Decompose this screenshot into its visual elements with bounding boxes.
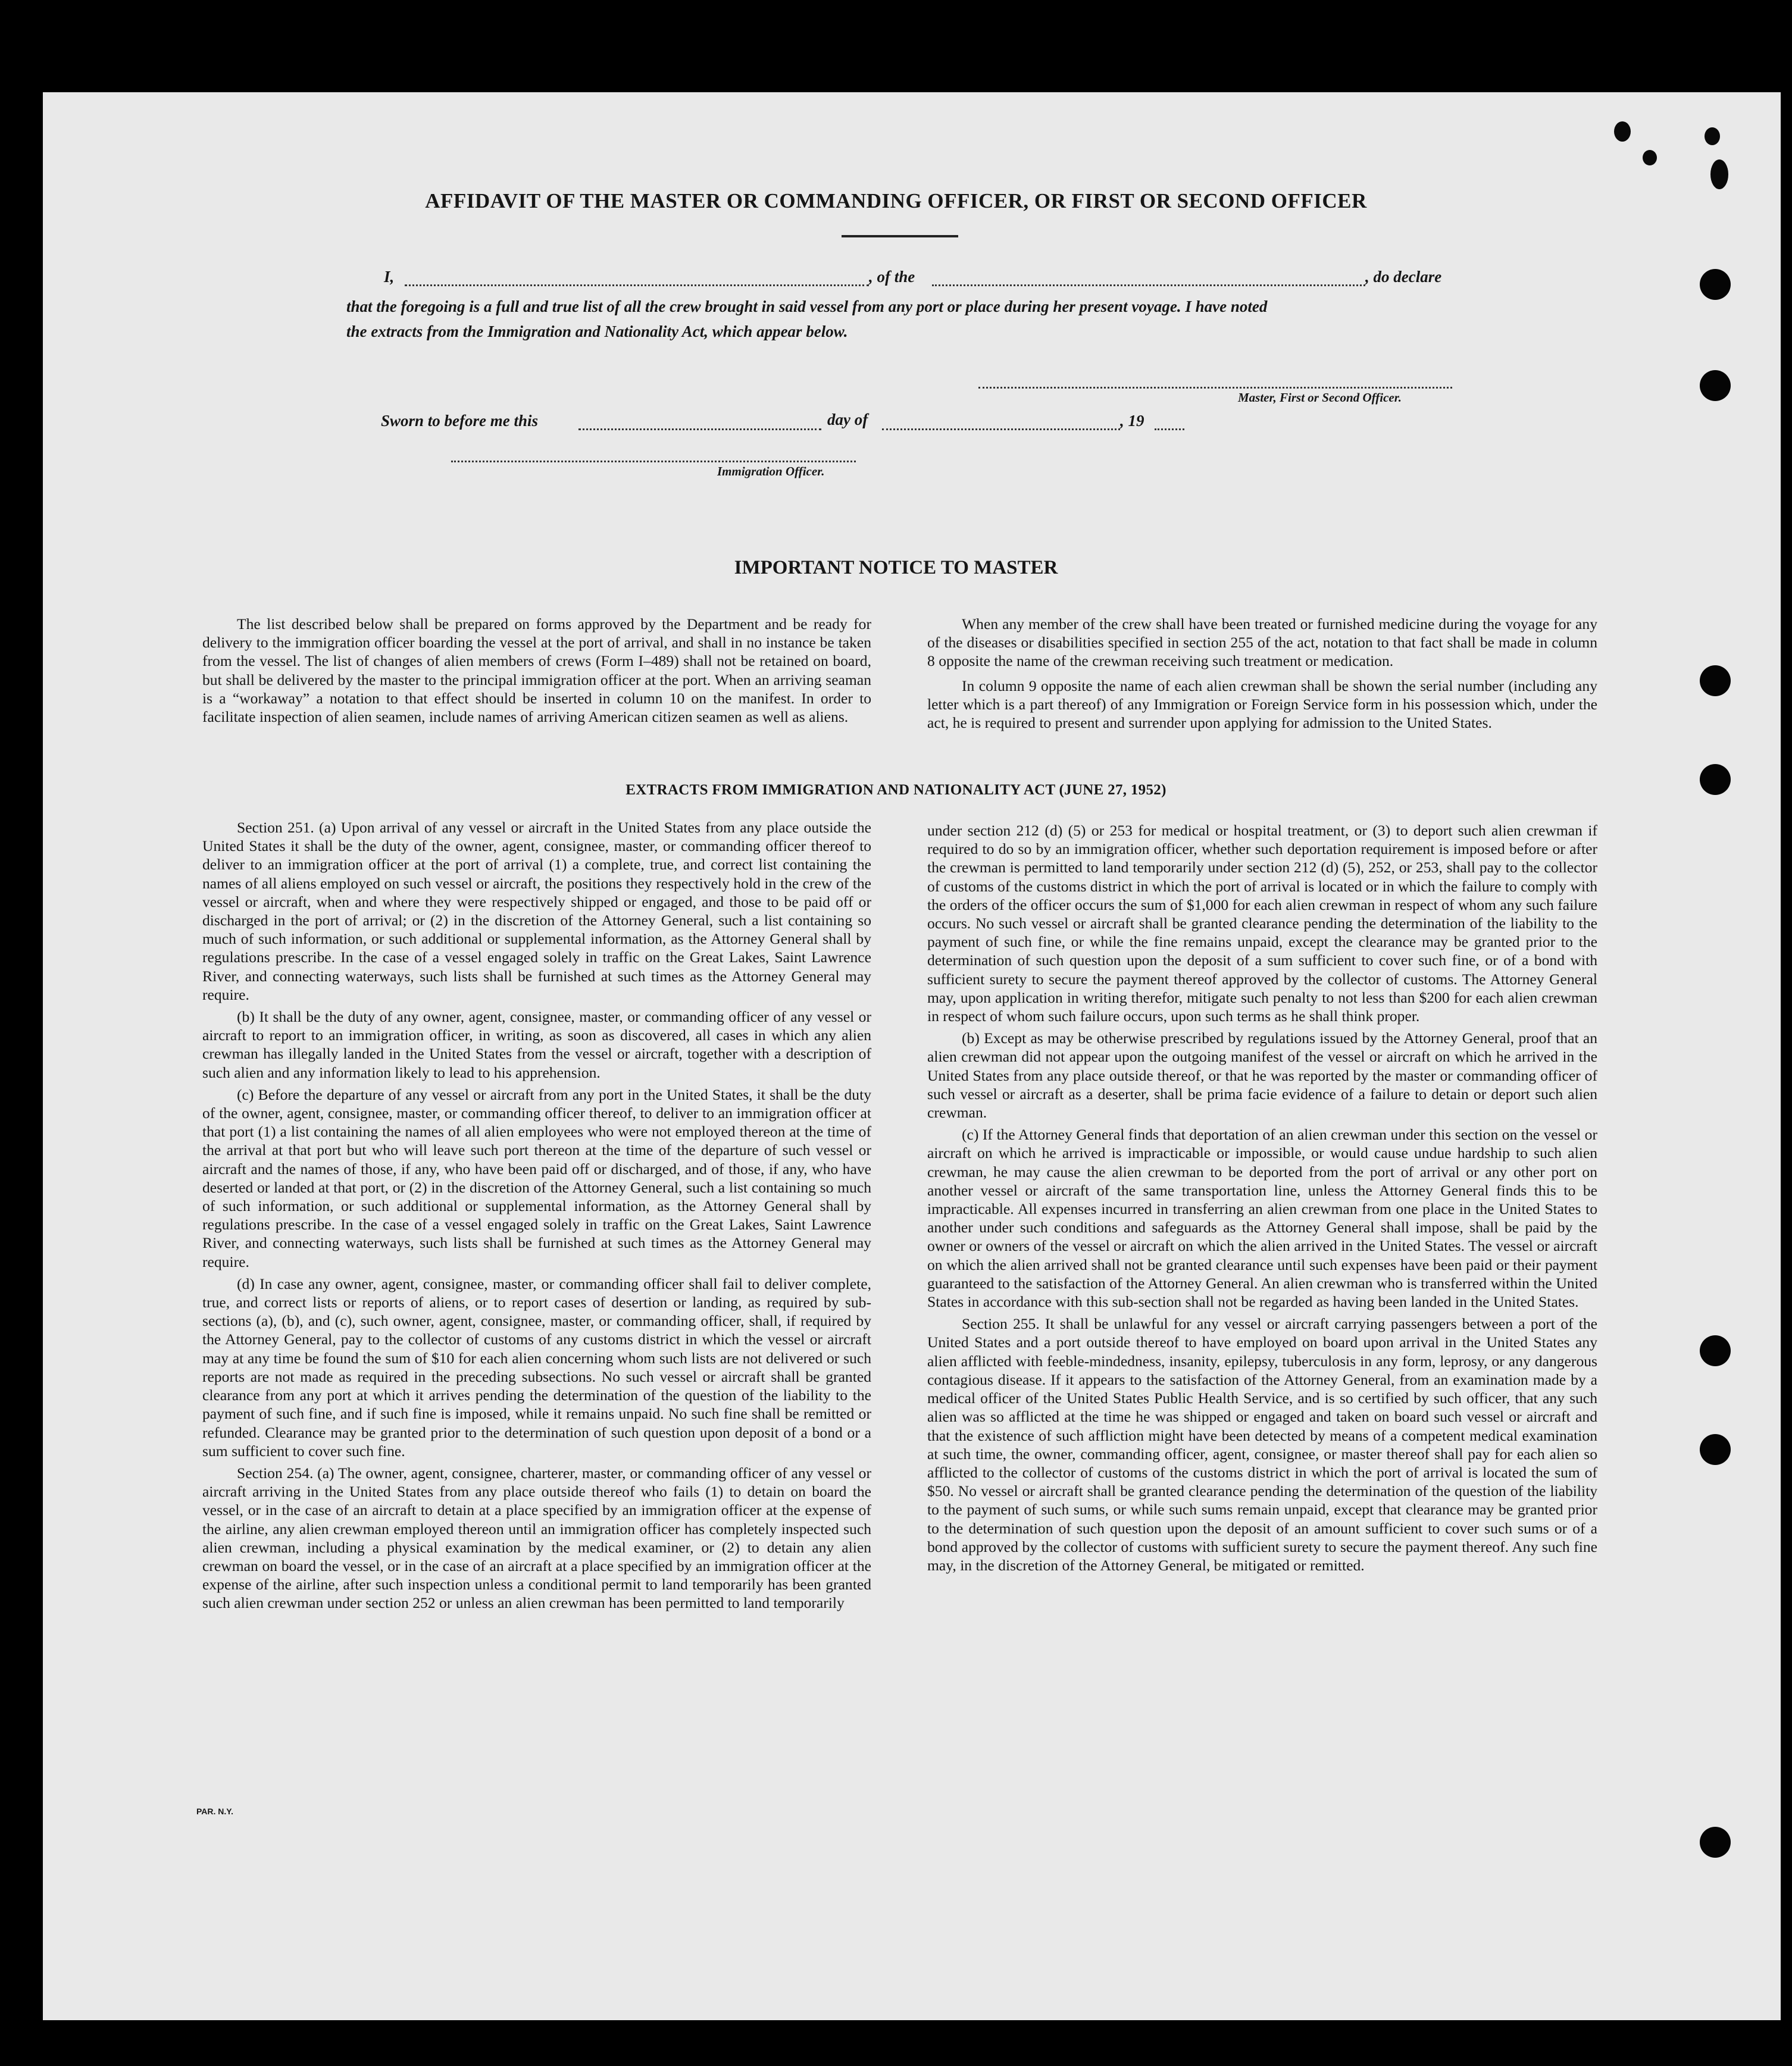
- punch-hole: [1700, 665, 1731, 696]
- section-251b: (b) It shall be the duty of any owner, agent, consignee, master, or commanding officer of any vessel or aircraft to report to an immigration officer, in writing, as soon as discovered, all cases in which any alien crewman has illegally landed in the United States from the vessel or aircraft, together with a description of such alien and any information likely to lead to his apprehension.: [202, 1008, 871, 1081]
- section-255: Section 255. It shall be unlawful for any vessel or aircraft carrying passengers between a port of the United States and a port outside thereof to have employed on board upon arrival in the United States any alien afflicted with feeble-mindedness, insanity, epilepsy, tuberculosis in any form, leprosy, or any dangerous contagious disease. If it appears to the satisfaction of the Attorney General, from an examination made by a medical officer of the United States Public Health Service, and is so certified by such officer, that any such alien was so afflicted at the time he was shipped or engaged and taken on board such vessel or aircraft and that the existence of such affliction might have been detected by means of a competent medical examination at such time, the owner, commanding officer, agent, consignee, or master thereof shall pay for each alien so afflicted to the collector of customs of the customs district in which the port of arrival is located the sum of $50. No vessel or aircraft shall be granted clearance pending the determination of the question of the liability to the payment of such sums, or while such sums remain unpaid, except that clearance may be granted prior to the determination of such question upon the deposit of an amount sufficient to cover such sums or of a bond approved by the collector of customs with sufficient surety to secure the payment thereof. Any such fine may, in the discretion of the Attorney General, be mitigated or remitted.: [927, 1315, 1597, 1574]
- notice-right-column: [927, 615, 1597, 735]
- affidavit-of-the: , of the: [869, 268, 915, 286]
- section-254b: (b) Except as may be otherwise prescribed by regulations issued by the Attorney General, proof that an alien crewman did not appear upon the outgoing manifest of the vessel or aircraft on which he arrived in the United States from any place outside thereof, or that he was reported by the master or commanding officer of such vessel or aircraft as a deserter, shall be prima facie evidence of a failure to detain or deport such alien crewman.: [927, 1029, 1597, 1122]
- master-signature-line[interactable]: [978, 387, 1452, 389]
- section-254a: Section 254. (a) The owner, agent, consignee, charterer, master, or commanding officer of any vessel or aircraft arriving in the United States from any place outside thereof who fails (1) to detain on board the vessel, or in the case of an aircraft to detain at a place specified by an immigration officer at the expense of the airline, any alien crewman employed thereon until an immigration officer has completely inspected such alien crewman, including a physical examination by the medical examiner, or (2) to detain any alien crewman on board the vessel, or in the case of an aircraft at a place specified by an immigration officer at the expense of the airline, after such inspection unless a conditional permit to land temporarily has been granted such alien crewman under section 252 or unless an alien crewman has been permitted to land temporarily: [202, 1464, 871, 1612]
- title-rule: [842, 235, 958, 237]
- extracts-title: EXTRACTS FROM IMMIGRATION AND NATIONALITY ACT (JUNE 27, 1952): [626, 782, 1166, 798]
- officer-caption: Immigration Officer.: [717, 464, 825, 478]
- punch-hole: [1700, 370, 1731, 401]
- punch-hole: [1700, 1827, 1731, 1858]
- day-of-label: day of: [827, 411, 868, 428]
- vessel-field[interactable]: [932, 284, 1365, 286]
- affidavit-line3: the extracts from the Immigration and Nationality Act, which appear below.: [346, 323, 848, 340]
- affidavit-line2: that the foregoing is a full and true list of all the crew brought in said vessel from any port or place during her present voyage. I have noted: [346, 298, 1268, 315]
- section-254a-cont: under section 212 (d) (5) or 253 for medical or hospital treatment, or (3) to deport such alien crewman if required to do so by an immigration officer, whether such deportation requirement is imposed before or after the crewman is permitted to land temporarily under section 212 (d) (5), 252, or 253, shall pay to the collector of customs of the customs district in which the port of arrival is located or in which the failure to comply with the orders of the officer occurs the sum of $1,000 for each alien crewman in respect of whom any such failure occurs. No such vessel or aircraft shall be granted clearance pending the determination of the liability to the payment of such fine, or while the fine remains unpaid, except the clearance may be granted prior to the determination of such question upon the deposit of a sum sufficient to cover such fine, or of a bond with sufficient surety to secure the payment thereof approved by the collector of customs. The Attorney General may, upon application in writing therefor, mitigate such penalty to not less than $200 for each alien crewman in respect of whom such failure occurs, upon such terms as he shall think proper.: [927, 822, 1597, 1025]
- section-254c: (c) If the Attorney General finds that deportation of an alien crewman under this section on the vessel or aircraft on which he arrived is impracticable or impossible, or would cause undue hardship to such alien crewman, he may cause the alien crewman to be deported from the port of arrival or any other port on another vessel or aircraft of the same transportation line, unless the Attorney General finds this to be impracticable. All expenses incurred in transferring an alien crewman from one place in the United States to another under such conditions and safeguards as the Attorney General shall impose, shall be paid by the owner or owners of the vessel or aircraft on which the alien arrived in the United States. The vessel or aircraft on which the alien arrived shall not be granted clearance until such expenses have been paid or their payment guaranteed to the satisfaction of the Attorney General. An alien crewman who is transferred within the United States in accordance with this sub-section shall not be regarded as having been landed in the United States.: [927, 1126, 1597, 1311]
- affidavit-declare: , do declare: [1365, 268, 1442, 286]
- extracts-left-column: [202, 818, 871, 1616]
- speck: [1614, 121, 1631, 142]
- printer-mark: PAR. N.Y.: [196, 1807, 233, 1816]
- month-field[interactable]: [882, 428, 1120, 430]
- punch-hole: [1700, 1434, 1731, 1465]
- speck: [1643, 150, 1657, 165]
- punch-hole: [1700, 1335, 1731, 1366]
- notice-left-paragraph: The list described below shall be prepared on forms approved by the Department and be ready for delivery to the immigration officer boarding the vessel at the port of arrival, and shall in no instance be taken from the vessel. The list of changes of alien members of crews (Form I–489) shall not be retained on board, but shall be delivered by the master to the principal immigration officer at the port. When an arriving seaman is a “workaway” a notation to that effect should be inserted in column 10 on the manifest. In order to facilitate inspection of alien seamen, include names of arriving American citizen seamen as well as aliens.: [202, 615, 871, 726]
- extracts-right-column: [927, 821, 1597, 1578]
- name-field[interactable]: [405, 284, 869, 286]
- affidavit-i: I,: [384, 268, 395, 286]
- notice-left-column: [202, 615, 871, 730]
- section-251a: Section 251. (a) Upon arrival of any vessel or aircraft in the United States from any place outside the United States it shall be the duty of the owner, agent, consignee, master, or commanding officer thereof to deliver to an immigration officer at the port of arrival (1) a complete, true, and correct list containing the names of all aliens employed on such vessel or aircraft, the positions they respectively hold in the crew of the vessel or aircraft, when and where they were respectively shipped or engaged, and those to be paid off or discharged in the port of arrival; or (2) in the discretion of the Attorney General, such a list containing so much of such information, or such additional or supplemental information, as the Attorney General shall by regulations prescribe. In the case of a vessel engaged solely in traffic on the Great Lakes, Saint Lawrence River, and connecting waterways, such lists shall be furnished at such times as the Attorney General may require.: [202, 819, 871, 1003]
- notice-right-paragraph-2: In column 9 opposite the name of each alien crewman shall be shown the serial number (including any letter which is a part thereof) of any Immigration or Foreign Service form in his possession which, under the act, he is required to present and surrender upon applying for admission to the United States.: [927, 677, 1597, 732]
- year-field[interactable]: [1155, 428, 1184, 430]
- sworn-day-field[interactable]: [578, 428, 821, 430]
- speck: [1705, 127, 1720, 145]
- year-label: , 19: [1120, 412, 1144, 430]
- sworn-label: Sworn to before me this: [381, 412, 539, 430]
- section-251d: (d) In case any owner, agent, consignee, master, or commanding officer shall fail to deliver complete, true, and correct lists or reports of aliens, or to report cases of desertion or landing, as required by sub-sections (a), (b), and (c), such owner, agent, consignee, master, or commanding officer, shall, if required by the Attorney General, pay to the collector of customs of any customs district in which the vessel or aircraft may at any time be found the sum of $10 for each alien concerning whom such lists are not delivered or such reports are not made as required in the preceding subsections. No such vessel or aircraft shall be granted clearance from any port at which it arrives pending the determination of the question of the liability to the payment of such fine, and if such fine is imposed, while it remains unpaid. No such fine shall be remitted or refunded. Clearance may be granted prior to the determination of such question upon deposit of a bond or a sum sufficient to cover such fine.: [202, 1275, 871, 1460]
- speck: [1710, 159, 1728, 189]
- notice-title: IMPORTANT NOTICE TO MASTER: [734, 557, 1058, 578]
- section-251c: (c) Before the departure of any vessel or aircraft from any port in the United States, it shall be the duty of the owner, agent, consignee, master, or commanding officer thereof, to deliver to an immigration officer at that port (1) a list containing the names of all alien employees who were not employed thereon at the time of the arrival at that port but who will leave such port thereon at the time of the departure of such vessel or aircraft and the names of those, if any, who have been paid off or discharged, and of those, if any, who have deserted or landed at that port, or (2) in the discretion of the Attorney General, such a list containing so much of such information, or such additional or supplemental information, as the Attorney General shall by regulations prescribe. In the case of a vessel engaged solely in traffic on the Great Lakes, Saint Lawrence River, and connecting waterways, such lists shall be furnished at such times as the Attorney General may require.: [202, 1085, 871, 1270]
- master-caption: Master, First or Second Officer.: [1238, 390, 1402, 405]
- affidavit-title: AFFIDAVIT OF THE MASTER OR COMMANDING OFFICER, OR FIRST OR SECOND OFFICER: [425, 189, 1367, 212]
- punch-hole: [1700, 269, 1731, 300]
- officer-signature-line[interactable]: [451, 461, 856, 462]
- notice-right-paragraph-1: When any member of the crew shall have been treated or furnished medicine during the voyage for any of the diseases or disabilities specified in section 255 of the act, notation to that fact shall be made in column 8 opposite the name of the crewman receiving such treatment or medication.: [927, 615, 1597, 670]
